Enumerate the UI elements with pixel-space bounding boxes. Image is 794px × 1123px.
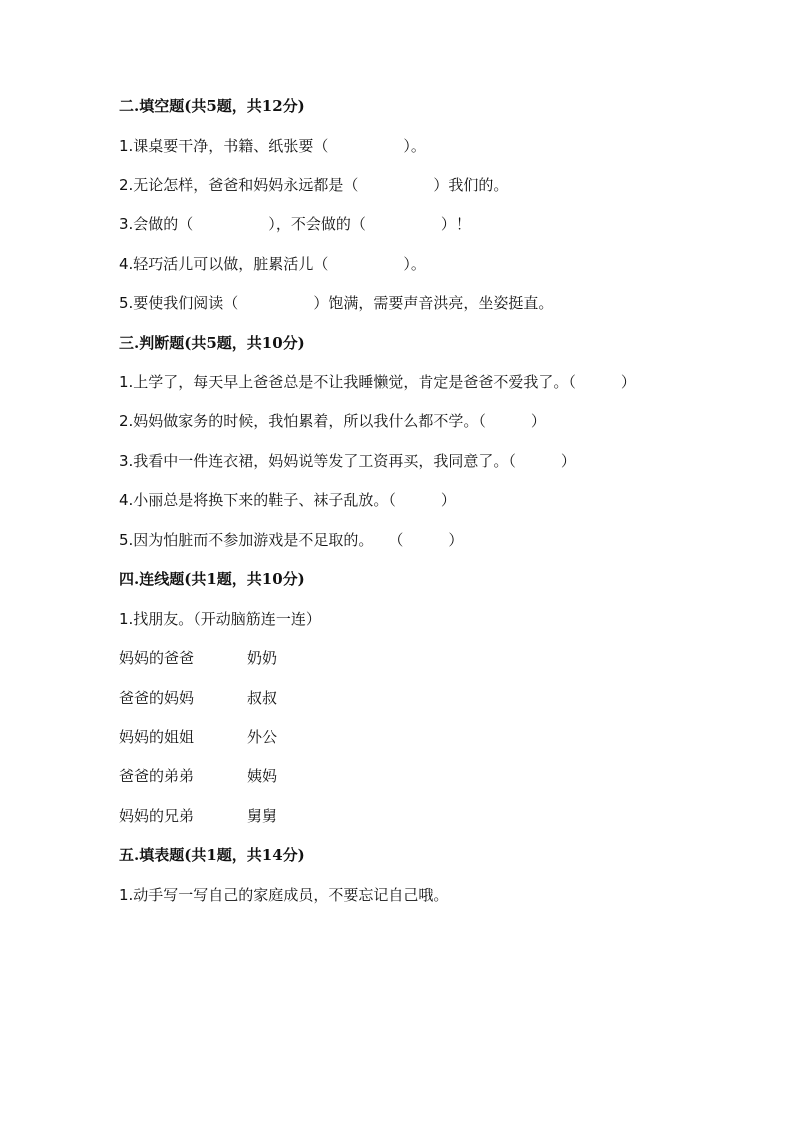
matching-right-item: 姨妈 <box>247 767 278 785</box>
section-heading-table-fill: 五.填表题(共1题，共14分) <box>119 846 305 864</box>
matching-left-item: 爸爸的弟弟 <box>119 767 195 785</box>
true-false-item-2: 2.妈妈做家务的时候，我怕累着，所以我什么都不学。（ ） <box>119 412 546 430</box>
fill-blank-item-1: 1.课桌要干净，书籍、纸张要（ ）。 <box>119 137 426 155</box>
section-heading-matching: 四.连线题(共1题，共10分) <box>119 570 305 588</box>
matching-left-item: 爸爸的妈妈 <box>119 689 195 707</box>
matching-right-item: 外公 <box>247 728 278 746</box>
section-heading-fill-blank: 二.填空题(共5题，共12分) <box>119 97 305 115</box>
fill-blank-item-4: 4.轻巧活儿可以做，脏累活儿（ ）。 <box>119 255 426 273</box>
fill-blank-item-5: 5.要使我们阅读（ ）饱满，需要声音洪亮，坐姿挺直。 <box>119 294 554 312</box>
fill-blank-item-3: 3.会做的（ ），不会做的（ ）！ <box>119 215 471 233</box>
true-false-item-1: 1.上学了，每天早上爸爸总是不让我睡懒觉，肯定是爸爸不爱我了。（ ） <box>119 373 636 391</box>
matching-right-item: 奶奶 <box>247 649 278 667</box>
matching-left-item: 妈妈的爸爸 <box>119 649 195 667</box>
matching-right-item: 叔叔 <box>247 689 278 707</box>
matching-right-item: 舅舅 <box>247 807 278 825</box>
true-false-item-4: 4.小丽总是将换下来的鞋子、袜子乱放。（ ） <box>119 491 456 509</box>
table-fill-question: 1.动手写一写自己的家庭成员，不要忘记自己哦。 <box>119 886 449 904</box>
matching-left-item: 妈妈的兄弟 <box>119 807 195 825</box>
true-false-item-5: 5.因为怕脏而不参加游戏是不足取的。 （ ） <box>119 531 464 549</box>
section-heading-true-false: 三.判断题(共5题，共10分) <box>119 334 305 352</box>
matching-question: 1.找朋友。（开动脑筋连一连） <box>119 610 321 628</box>
fill-blank-item-2: 2.无论怎样，爸爸和妈妈永远都是（ ）我们的。 <box>119 176 509 194</box>
matching-left-item: 妈妈的姐姐 <box>119 728 195 746</box>
true-false-item-3: 3.我看中一件连衣裙，妈妈说等发了工资再买，我同意了。（ ） <box>119 452 576 470</box>
